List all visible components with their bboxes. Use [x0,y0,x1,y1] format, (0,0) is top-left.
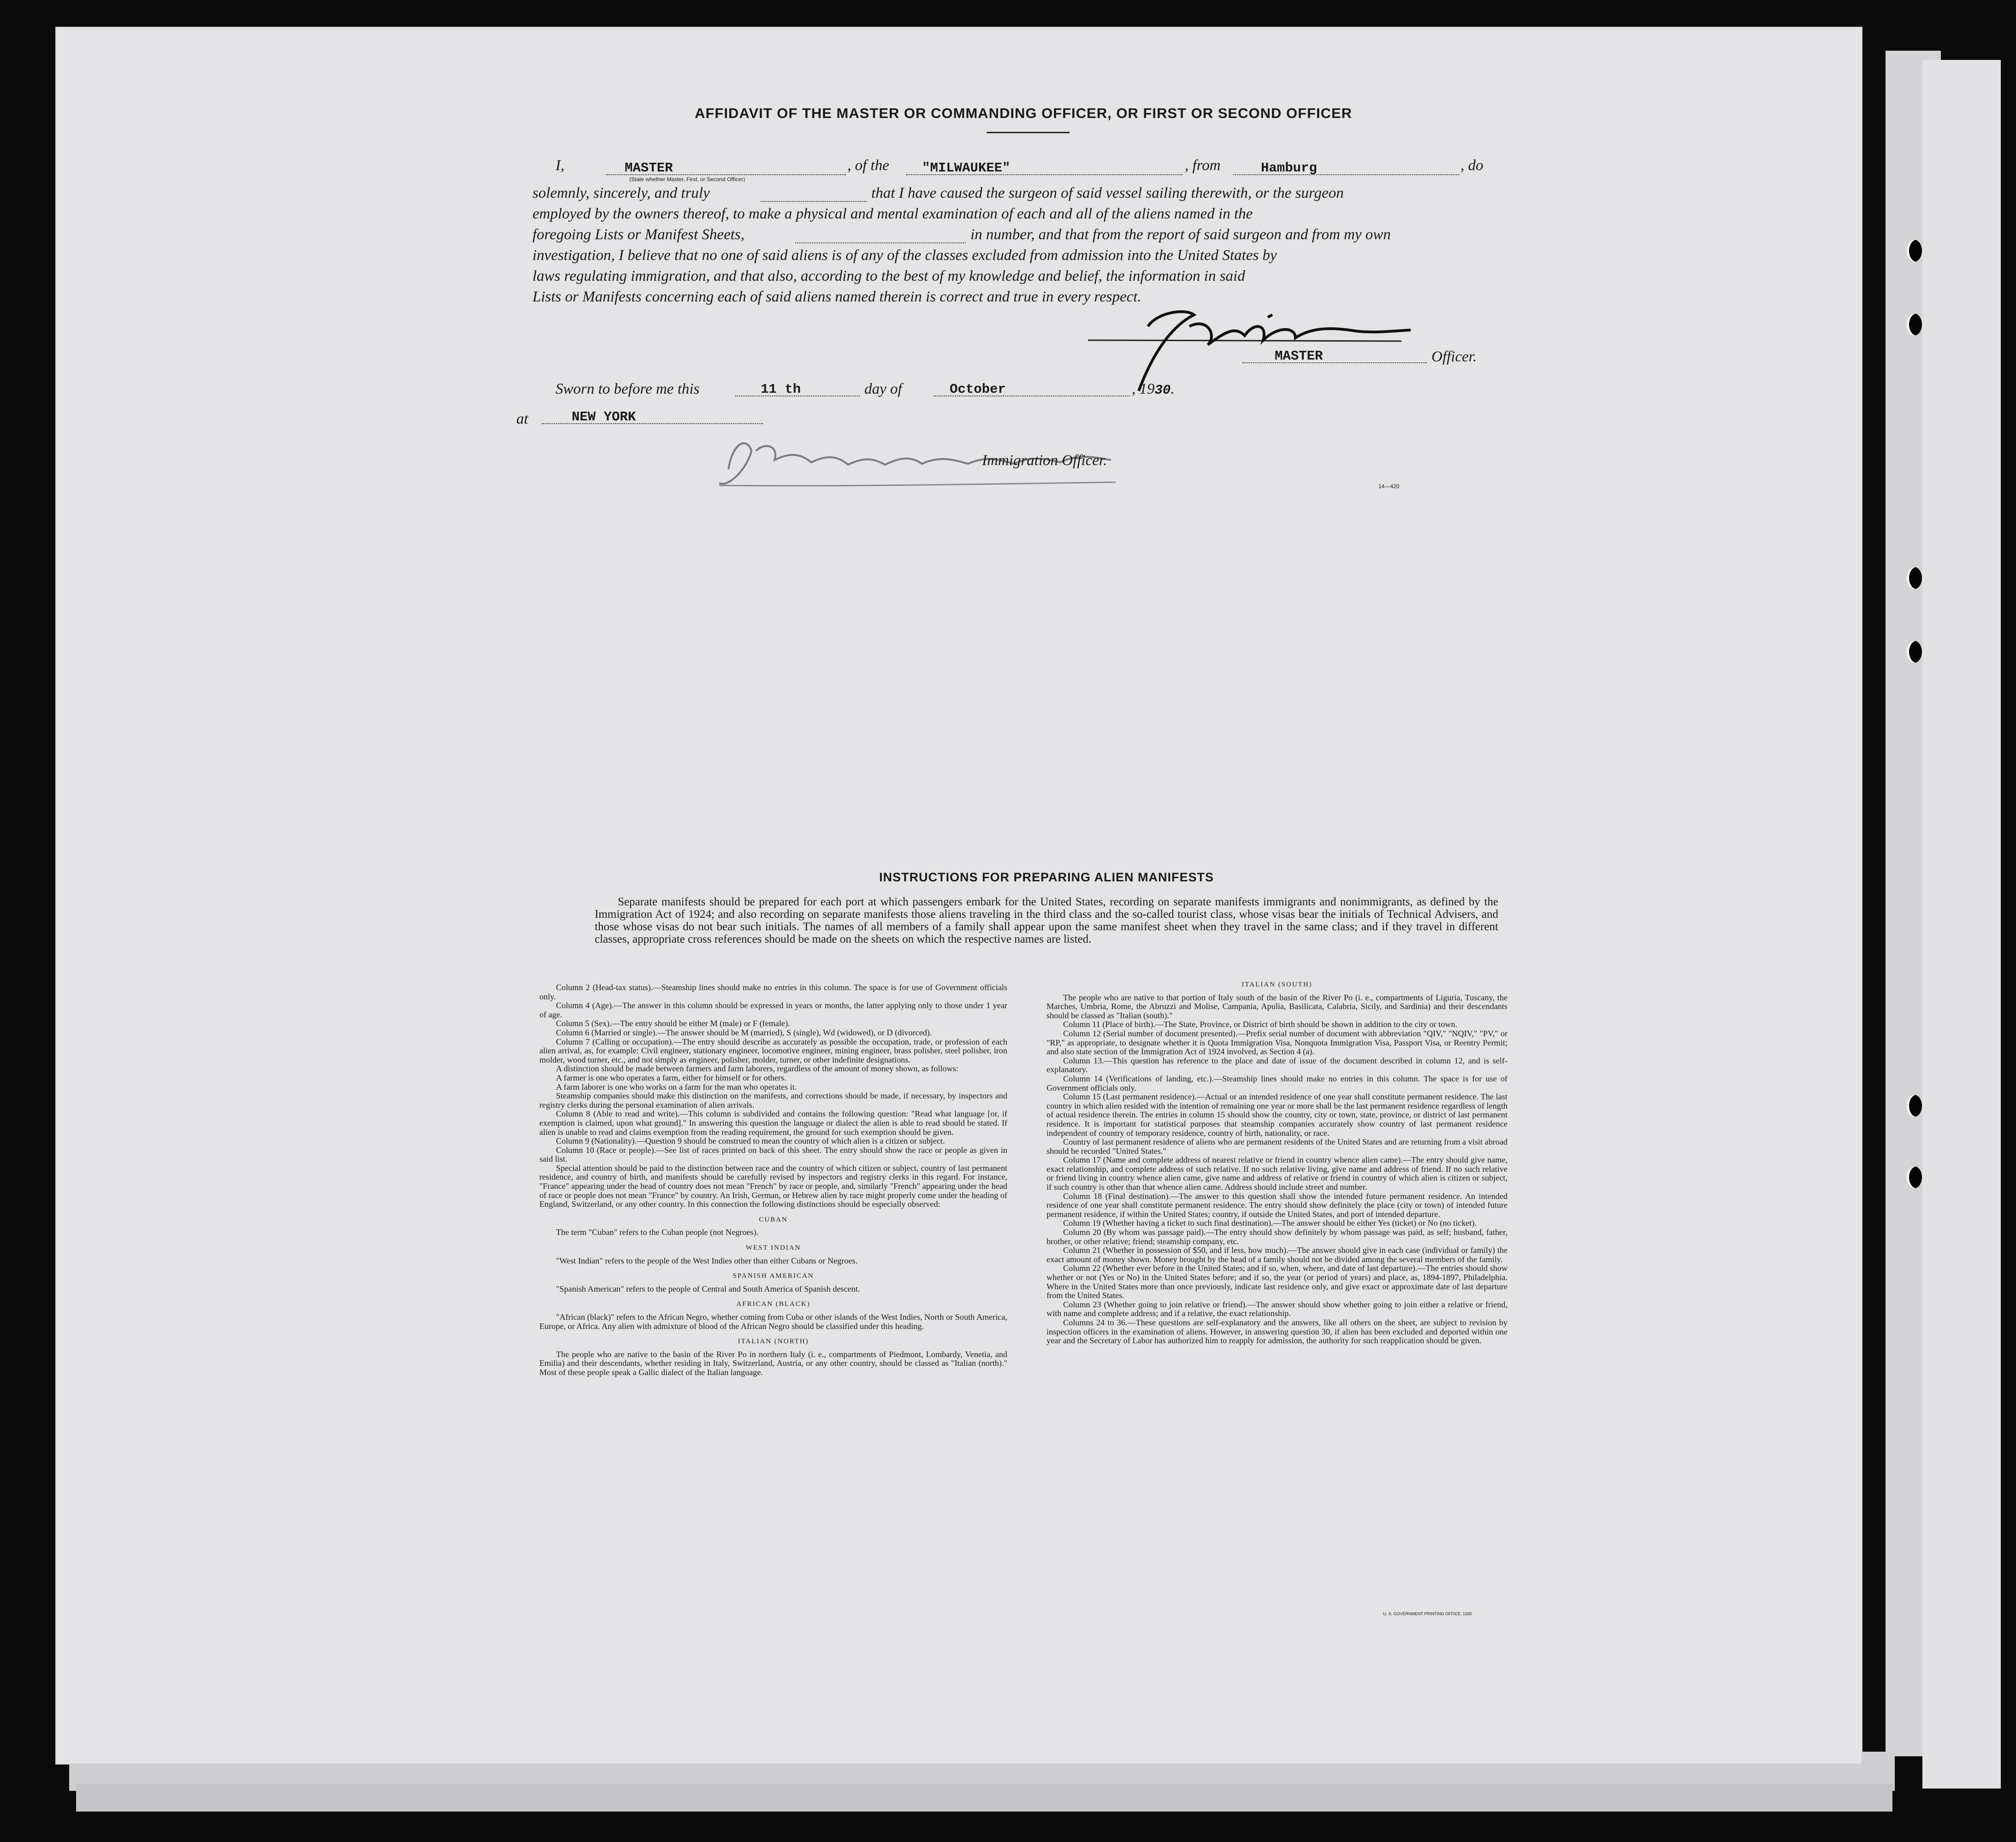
instruction-paragraph: Country of last permanent residence of aliens who are permanent residents of the United States and are returning from a visit abroad should be recorded "United States." [1046,1137,1508,1156]
instruction-paragraph: Column 20 (By whom was passage paid).—The entry should show definitely by whom passage was paid, as self; husband, father, brother, or other relative; friend; steamship company, etc. [1046,1228,1508,1246]
binder-hole [1906,313,1922,336]
background-sheet-bottom-2 [76,1784,1892,1812]
instructions-right-column [1046,974,1508,1346]
background-sheet-far-right [1922,60,2001,1789]
section-heading: SPANISH AMERICAN [733,1272,814,1280]
line-2-blank [761,188,867,202]
affidavit-title: AFFIDAVIT OF THE MASTER OR COMMANDING OFFICER, OR FIRST OR SECOND OFFICER [694,105,1353,121]
sworn-day-field [735,382,860,396]
title-underline [987,132,1070,133]
affidavit-line-2b: that I have caused the surgeon of said vessel sailing therewith, or the surgeon [871,185,1344,201]
instruction-paragraph: Column 7 (Calling or occupation).—The entry should describe as accurately as possible the occupation, trade, or profession of each alien arrival, as, for example: Civil engineer, stationary engineer, locomotive engineer, mining engineer, brass polisher, steel polisher, iron molder, wood turner, etc., and not simply as engineer, polisher, molder, turner, or other indefinite designations. [539,1037,1007,1064]
binder-hole [1906,641,1922,663]
year-period: . [1171,381,1175,397]
form-number: 14—420 [1378,483,1400,490]
port-field [1233,160,1459,175]
instruction-paragraph: Column 11 (Place of birth).—The State, Province, or District of birth should be shown in addition to the city or town. [1063,1020,1458,1029]
instruction-paragraph: Column 15 (Last permanent residence).—Actual or an intended residence of one year shall constitute permanent residence. The last country in which alien resided with the intention of remaining one year or more shall be the last permanent residence regardless of length of actual residence therein. The entries in column 15 should show the country, city or town, state, province, or district of last permanent residence. It is important for statistical purposes that steamship companies accurately show country of last permanent residence independent of country of temporary residence, country of birth, nationality, or race. [1046,1092,1508,1138]
vessel-value: "MILWAUKEE" [922,160,1011,176]
manifest-page [55,27,1862,1765]
section-heading: ITALIAN (SOUTH) [1242,981,1312,988]
from-label: , from [1185,157,1221,174]
vessel-field [906,160,1182,175]
binder-hole [1906,240,1922,262]
instruction-paragraph: "West Indian" refers to the people of the West Indies other than either Cubans or Negroes. [556,1256,858,1265]
rank-field [606,160,846,175]
instructions-left-column [539,983,1007,1377]
instruction-paragraph: The term "Cuban" refers to the Cuban people (not Negroes). [556,1228,759,1237]
officer-field [1242,348,1427,363]
binder-hole [1906,1166,1922,1188]
instruction-paragraph: Special attention should be paid to the distinction between race and the country of which citizen or subject, country of last permanent residence, and country of birth, and manifests should be carefully revised by inspectors and registry clerks in this regard. For instance, "France" appearing under the head of country does not mean "French" by race or people, and, similarly "French" appearing under the head of race or people does not mean "France" by country. An Irish, German, or Hebrew alien by race might properly come under the heading of England, Switzerland, or any other country. In this connection the following distinctions should be especially observed: [539,1163,1007,1209]
section-heading: AFRICAN (BLACK) [736,1300,810,1308]
instruction-paragraph: Column 6 (Married or single).—The answer should be M (married), S (single), Wd (widowed), or D (divorced). [556,1027,932,1037]
instruction-paragraph: A farm laborer is one who works on a farm for the man who operates it. [556,1082,797,1092]
instruction-paragraph: The people who are native to the basin of the River Po in northern Italy (i. e., compartments of Piedmont, Lombardy, Venetia, and Emilia) and their descendants, whether residing in Italy, Switzerland, Austria, or any other country, should be classed as "Italian (north)." Most of these people speak a Gallic dialect of the Italian language. [539,1349,1007,1377]
instruction-paragraph: Column 19 (Whether having a ticket to such final destination).—The answer should be either Yes (ticket) or No (no ticket). [1063,1218,1477,1228]
instruction-paragraph: A farmer is one who operates a farm, either for himself or for others. [556,1073,786,1082]
printer-note: U. S. GOVERNMENT PRINTING OFFICE: 1930 [1383,1612,1472,1616]
instruction-paragraph: Column 10 (Race or people).—See list of races printed on back of this sheet. The entry should show the race or people as given in said list. [539,1145,1007,1164]
immigration-officer-label: Immigration Officer. [982,452,1107,469]
at-label: at [516,411,528,427]
of-the-label: , of the [847,157,889,174]
instruction-paragraph: Column 5 (Sex).—The entry should be either M (male) or F (female). [556,1019,790,1028]
sworn-label: Sworn to before me this [556,381,700,397]
section-heading: WEST INDIAN [745,1244,801,1252]
officer-value: MASTER [1275,348,1323,364]
affidavit-line-3: employed by the owners thereof, to make a physical and mental examination of each and all of the aliens named in the [532,206,1253,222]
binder-hole [1906,1095,1922,1117]
do-label: , do [1460,157,1484,174]
affidavit-i-label: I, [556,157,565,174]
instruction-paragraph: Columns 24 to 36.—These questions are self-explanatory and the answers, like all others on the sheet, are subject to revision by inspection officers in the examination of aliens. However, in answering question 30, if alien has been excluded and deported within one year and the Secretary of Labor has authorized him to reapply for admission, the authority for such reapplication should be given. [1046,1317,1508,1346]
sworn-month-field [934,382,1129,396]
rank-value: MASTER [625,160,673,176]
instructions-intro: Separate manifests should be prepared for each port at which passengers embark for the United States, recording on separate manifests immigrants and nonimmigrants, as defined by the Immigration Act of 1924; and also recording on separate manifests those aliens traveling in the third class and the so-called tourist class, whose visas bear the initials of Technical Advisers, and those whose visas do not bear such initials. The names of all members of a family shall appear upon the same manifest sheet when they travel in the same class; and if they travel in different classes, appropriate cross references should be made on the sheets on which the respective names are listed. [595,896,1498,945]
officer-label: Officer. [1431,348,1477,365]
sworn-day-value: 11 th [761,382,801,397]
instruction-paragraph: "African (black)" refers to the African Negro, whether coming from Cuba or other islands of the West Indies, North or South America, Europe, or Africa. Any alien with admixture of blood of the African Negro should be classified under this heading. [539,1312,1007,1331]
year-value: 30 [1154,383,1171,398]
year-prefix [1132,382,1175,397]
day-of-label: day of [864,381,902,397]
at-field [542,409,763,424]
instruction-paragraph: Steamship companies should make this distinction on the manifests, and corrections should be made, if necessary, by inspectors and registry clerks during the personal examination of alien arrivals. [539,1091,1007,1110]
affidavit-line-7: Lists or Manifests concerning each of said aliens named therein is correct and true in every respect. [532,289,1141,305]
instruction-paragraph: Column 22 (Whether ever before in the United States; and if so, when, where, and date of last departure).—The entries should show whether or not (Yes or No) in the United States before; and if so, the year (or period of years) and place, as, 1894-1897, Philadelphia. Where in the United States more than once previously, indicate last residence only, and give exact or approximate date of last departure from the United States. [1046,1263,1508,1300]
instruction-paragraph: Column 9 (Nationality).—Question 9 should be construed to mean the country of which alien is a citizen or subject. [556,1136,945,1146]
instruction-paragraph: Column 17 (Name and complete address of nearest relative or friend in country whence alien came).—The entry should give name, exact relationship, and complete address of such relative. If no such relative living, give name and address of friend. If no such relative or friend living in country whence alien came, give name and address of relative or friend in country of which alien is citizen or subject, if such country is other than that whence alien came. Address should include street and number. [1046,1155,1508,1192]
binder-hole [1906,567,1922,589]
instruction-paragraph: Column 4 (Age).—The answer in this column should be expressed in years or months, the latter applying only to those under 1 year of age. [539,1001,1007,1019]
instruction-paragraph: Column 18 (Final destination).—The answer to this question shall show the intended future permanent residence. An intended residence of one year shall constitute permanent residence. The entry should show definitely the place (city or town) of intended future permanent residence, if within the United States; country, if outside the United States, and port of intended departure. [1046,1191,1508,1219]
affidavit-line-6: laws regulating immigration, and that also, according to the best of my knowledge and belief, the information in said [532,268,1245,284]
instruction-paragraph: Column 21 (Whether in possession of $50, and if less, how much).—The answer should give in each case (individual or family) the exact amount of money shown. Money brought by the head of a family should not be divided among the several members of the family. [1046,1246,1508,1264]
at-value: NEW YORK [572,409,636,425]
affidavit-line-4a: foregoing Lists or Manifest Sheets, [532,226,745,243]
section-heading: CUBAN [759,1216,788,1223]
instruction-paragraph: Column 8 (Able to read and write).—This column is subdivided and contains the following question: "Read what language [or, if exemption is claimed, upon what ground]." In answering this question the language or dialect the alien is able to read should be stated. If alien is unable to read and claims exemption from the reading requirement, the ground for such exemption should be given. [539,1109,1007,1137]
sheet-count-blank [795,230,966,243]
affidavit-line-5: investigation, I believe that no one of said aliens is of any of the classes excluded from admission into the United States by [532,247,1277,264]
instructions-title: INSTRUCTIONS FOR PREPARING ALIEN MANIFESTS [879,870,1214,884]
section-heading: ITALIAN (NORTH) [738,1338,809,1346]
rank-hint: (State whether Master, First, or Second Officer) [629,176,745,183]
port-value: Hamburg [1261,160,1317,176]
instruction-paragraph: Column 23 (Whether going to join relative or friend).—The answer should show whether going to join either a relative or friend, with name and complete address; and if a relative, the exact relationship. [1046,1299,1508,1318]
instruction-paragraph: The people who are native to that portion of Italy south of the basin of the River Po (i. e., compartments of Liguria, Tuscany, the Marches, Umbria, Rome, the Abruzzi and Molise, Campania, Apulia, Basilicata, Calabria, Sicily, and Sardinia) and their descendants should be classed as "Italian (south)." [1046,992,1508,1020]
instruction-paragraph: Column 12 (Serial number of document presented).—Prefix serial number of document with abbreviation "QIV," "NQIV," "PV," or "RP," as appropriate, to designate whether it is Quota Immigration Visa, Nonquota Immigration Visa, Passport Visa, or Reentry Permit; and also state section of the Immigration Act of 1924 involved, as Section 4 (a). [1046,1028,1508,1057]
instruction-paragraph: Column 14 (Verifications of landing, etc.).—Steamship lines should make no entries in this column. The space is for use of Government officials only. [1046,1074,1508,1092]
affidavit-line-2a: solemnly, sincerely, and truly [532,185,710,201]
affidavit-line-4b: in number, and that from the report of said surgeon and from my own [970,226,1391,243]
year-prefix-text: , 19 [1132,381,1155,397]
instruction-paragraph: "Spanish American" refers to the people of Central and South America of Spanish descent. [556,1284,860,1293]
instruction-paragraph: Column 13.—This question has reference to the place and date of issue of the document described in column 12, and is self-explanatory. [1046,1056,1508,1074]
instruction-paragraph: Column 2 (Head-tax status).—Steamship lines should make no entries in this column. The space is for use of Government officials only. [539,983,1007,1001]
instruction-paragraph: A distinction should be made between farmers and farm laborers, regardless of the amount of money shown, as follows: [556,1064,958,1074]
sworn-month-value: October [950,382,1006,397]
